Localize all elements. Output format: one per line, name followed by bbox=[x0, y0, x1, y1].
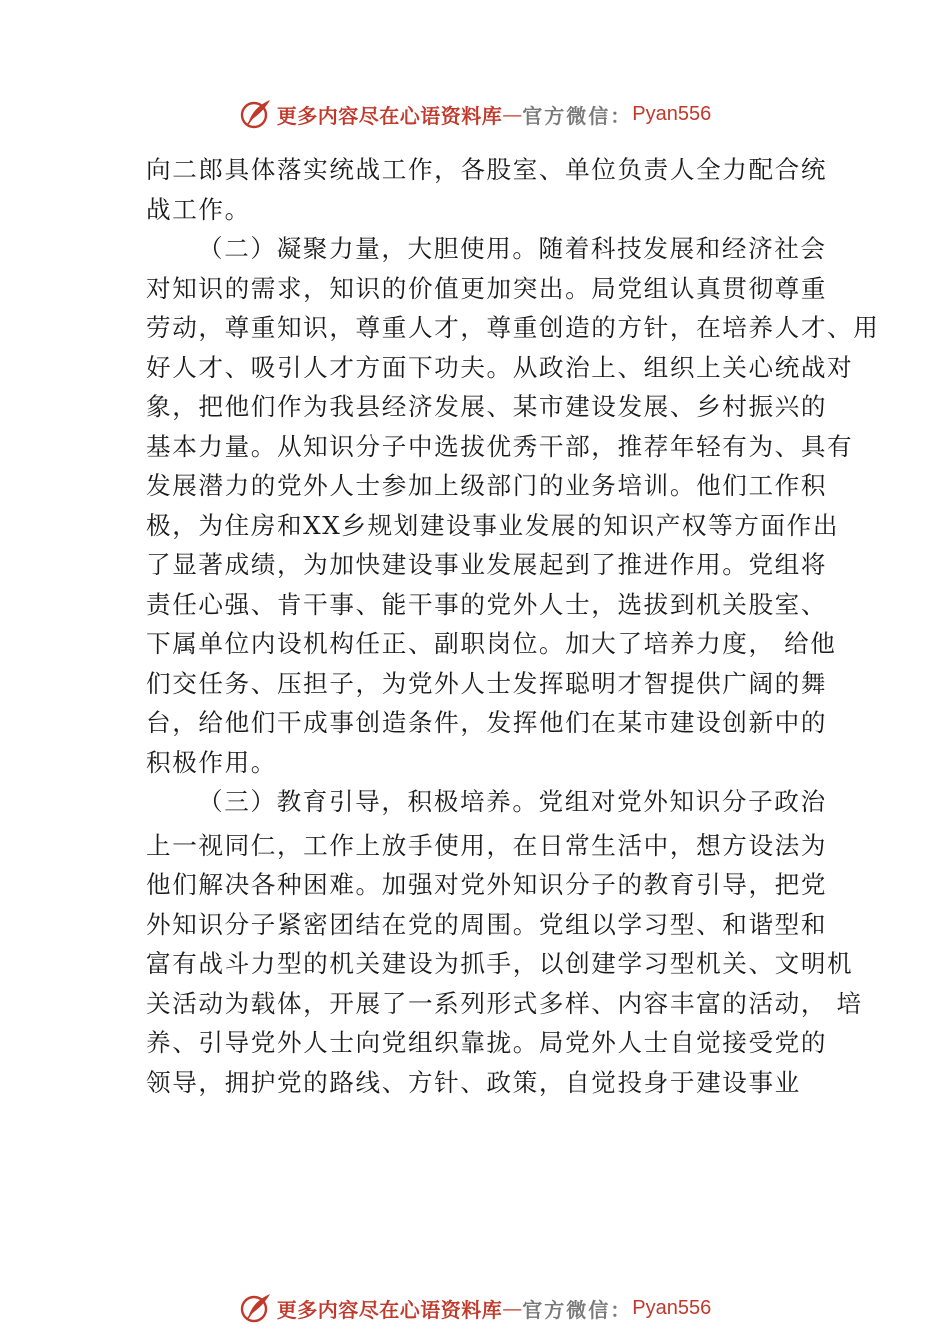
text-line: 战工作。 bbox=[146, 194, 251, 224]
text-line: 积极作用。 bbox=[146, 747, 277, 777]
text-line: 了显著成绩，为加快建设事业发展起到了推进作用。党组将 bbox=[146, 550, 828, 579]
text-line: 领导，拥护党的路线、方针、政策，自觉投身于建设事业 bbox=[146, 1067, 801, 1097]
header-wechat-id: Pyan556 bbox=[632, 102, 712, 125]
text-line: 他们解决各种困难。加强对党外知识分子的教育引导，把党 bbox=[146, 870, 828, 899]
text-line: 好人才、吸引人才方面下功夫。从政治上、组织上关心统战对 bbox=[146, 352, 854, 382]
text-line: 们交任务、压担子，为党外人士发挥聪明才智提供广阔的舞 bbox=[146, 668, 828, 698]
text-line: 关活动为载体，开展了一系列形式多样、内容丰富的活动， 培 bbox=[146, 988, 863, 1018]
footer-wechat-id: Pyan556 bbox=[632, 1296, 712, 1319]
document-body bbox=[146, 150, 880, 1102]
text-line: 基本力量。从知识分子中选拔优秀干部，推荐年轻有为、具有 bbox=[146, 431, 854, 461]
header-wechat-label: 官方微信： bbox=[522, 103, 633, 128]
header-dash: — bbox=[502, 102, 523, 126]
header-banner bbox=[0, 96, 950, 132]
feather-pen-logo-icon bbox=[239, 97, 273, 131]
text-line: 发展潜力的党外人士参加上级部门的业务培训。他们工作积 bbox=[146, 471, 828, 500]
text-line: 极，为住房和XX乡规划建设事业发展的知识产权等方面作出 bbox=[146, 510, 840, 540]
text-line: 下属单位内设机构任正、副职岗位。加大了培养力度， 给他 bbox=[146, 629, 837, 658]
text-line: 象，把他们作为我县经济发展、某市建设发展、乡村振兴的 bbox=[146, 392, 828, 421]
text-line: 责任心强、肯干事、能干事的党外人士，选拔到机关股室、 bbox=[146, 589, 828, 619]
header-site-name: 更多内容尽在心语资料库 bbox=[276, 103, 503, 128]
text-line: 外知识分子紧密团结在党的周围。党组以学习型、和谐型和 bbox=[146, 909, 828, 939]
section-heading-line: （三）教育引导，积极培养。党组对党外知识分子政治 bbox=[198, 787, 827, 816]
text-line: 养、引导党外人士向党组织靠拢。局党外人士自觉接受党的 bbox=[146, 1028, 828, 1057]
text-line: 劳动，尊重知识，尊重人才，尊重创造的方针，在培养人才、用 bbox=[146, 313, 880, 342]
text-line: 富有战斗力型的机关建设为抓手，以创建学习型机关、文明机 bbox=[146, 949, 854, 978]
footer-wechat-label: 官方微信： bbox=[522, 1297, 633, 1322]
footer-dash: — bbox=[502, 1296, 523, 1320]
text-line: 上一视同仁，工作上放手使用，在日常生活中，想方设法为 bbox=[146, 830, 828, 860]
footer-site-name: 更多内容尽在心语资料库 bbox=[276, 1297, 503, 1322]
footer-banner bbox=[0, 1290, 950, 1326]
text-line: 向二郎具体落实统战工作，各股室、单位负责人全力配合统 bbox=[146, 155, 828, 184]
feather-pen-logo-icon bbox=[239, 1291, 273, 1325]
section-heading-line: （二）凝聚力量，大胆使用。随着科技发展和经济社会 bbox=[198, 234, 827, 263]
text-line: 对知识的需求，知识的价值更加突出。局党组认真贯彻尊重 bbox=[146, 273, 828, 303]
text-line: 台，给他们干成事创造条件，发挥他们在某市建设创新中的 bbox=[146, 708, 828, 737]
